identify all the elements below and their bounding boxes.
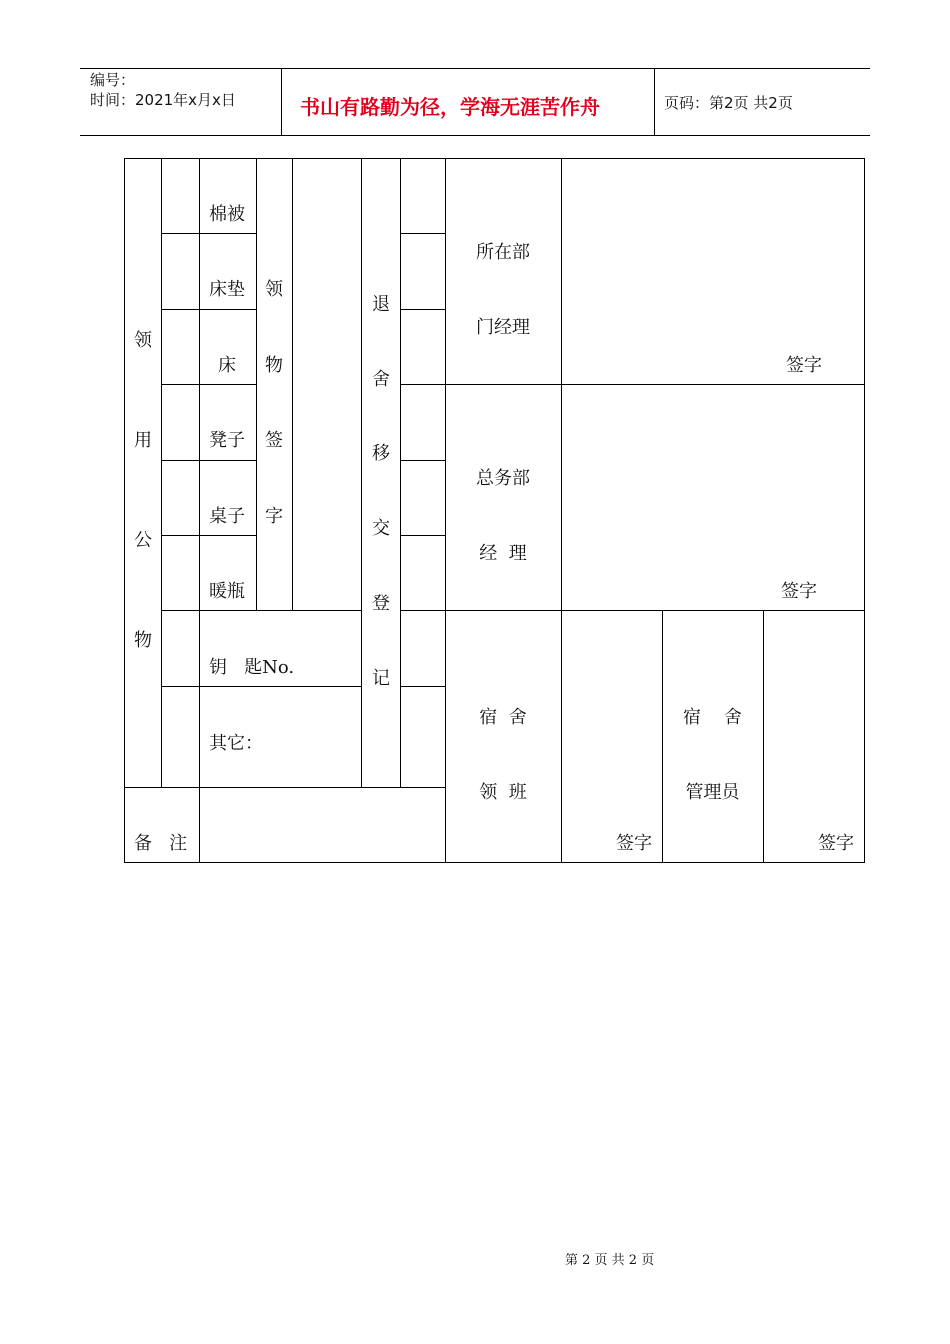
grid-line <box>161 309 256 310</box>
remarks-label: 备 注 <box>134 833 188 854</box>
dorm-admin-sign-label: 签字 <box>818 833 854 854</box>
dorm-leader-label-line1: 宿 舍 <box>479 707 527 728</box>
item-stool: 凳子 <box>209 430 245 451</box>
grid-line <box>400 384 445 385</box>
grid-line <box>161 686 361 687</box>
checkout-char: 记 <box>372 668 390 689</box>
grid-line <box>400 610 445 611</box>
grid-line <box>161 610 361 611</box>
grid-line <box>400 460 445 461</box>
public-items-char: 用 <box>134 430 152 451</box>
header-top-rule <box>80 68 870 69</box>
checkout-char: 舍 <box>372 369 390 390</box>
receive-sign-char: 签 <box>265 430 283 451</box>
grid-line <box>662 610 663 862</box>
grid-line <box>161 233 256 234</box>
general-manager-label-line1: 总务部 <box>476 468 530 489</box>
key-number-label: 钥 匙No. <box>209 657 295 678</box>
grid-line <box>445 384 864 385</box>
item-desk: 桌子 <box>209 506 245 527</box>
header-divider <box>281 68 282 135</box>
dorm-admin-label-line2: 管理员 <box>685 782 740 803</box>
dorm-leader-label-line2: 领 班 <box>479 782 527 803</box>
dept-manager-label-line2: 门经理 <box>476 317 530 338</box>
grid-line <box>445 610 864 611</box>
grid-line <box>361 158 362 787</box>
item-bed: 床 <box>218 355 236 376</box>
dorm-admin-label-line1: 宿 舍 <box>683 707 742 728</box>
header-divider <box>654 68 655 135</box>
item-thermos: 暖瓶 <box>209 581 245 602</box>
table-border-left <box>124 158 125 862</box>
dept-manager-label-line1: 所在部 <box>476 242 530 263</box>
other-items-label: 其它： <box>209 733 263 754</box>
header-motto: 书山有路勤为径，学海无涯苦作舟 <box>300 95 600 119</box>
grid-line <box>400 686 445 687</box>
grid-line <box>199 158 200 862</box>
grid-line <box>161 535 256 536</box>
receive-sign-char: 物 <box>265 355 283 376</box>
receive-sign-char: 字 <box>265 506 283 527</box>
grid-line <box>400 158 401 787</box>
public-items-char: 领 <box>134 330 152 351</box>
document-date: 时间：2021年x月x日 <box>90 91 236 109</box>
checkout-char: 登 <box>372 593 390 614</box>
general-manager-sign-label: 签字 <box>781 581 817 602</box>
grid-line <box>561 158 562 862</box>
document-number-label: 编号： <box>90 71 136 89</box>
page-footer: 第 2 页 共 2 页 <box>565 1253 655 1268</box>
public-items-char: 物 <box>134 630 152 651</box>
page-number-info: 页码：第2页 共2页 <box>664 94 793 112</box>
dept-manager-sign-label: 签字 <box>786 355 822 376</box>
grid-line <box>124 787 445 788</box>
grid-line <box>161 384 256 385</box>
general-manager-label-line2: 经 理 <box>479 543 527 564</box>
item-mattress: 床垫 <box>209 279 245 300</box>
table-border-bottom <box>124 862 865 863</box>
grid-line <box>763 610 764 862</box>
header-bottom-rule <box>80 135 870 136</box>
grid-line <box>161 460 256 461</box>
grid-line <box>292 158 293 610</box>
grid-line <box>400 233 445 234</box>
table-border-right <box>864 158 865 862</box>
checkout-char: 移 <box>372 443 390 464</box>
grid-line <box>400 309 445 310</box>
receive-sign-char: 领 <box>265 279 283 300</box>
public-items-char: 公 <box>134 530 152 551</box>
dorm-leader-sign-label: 签字 <box>616 833 652 854</box>
grid-line <box>256 158 257 610</box>
checkout-char: 交 <box>372 518 390 539</box>
table-border-top <box>124 158 865 159</box>
grid-line <box>161 158 162 787</box>
item-cotton-quilt: 棉被 <box>209 204 245 225</box>
checkout-char: 退 <box>372 294 390 315</box>
grid-line <box>400 535 445 536</box>
